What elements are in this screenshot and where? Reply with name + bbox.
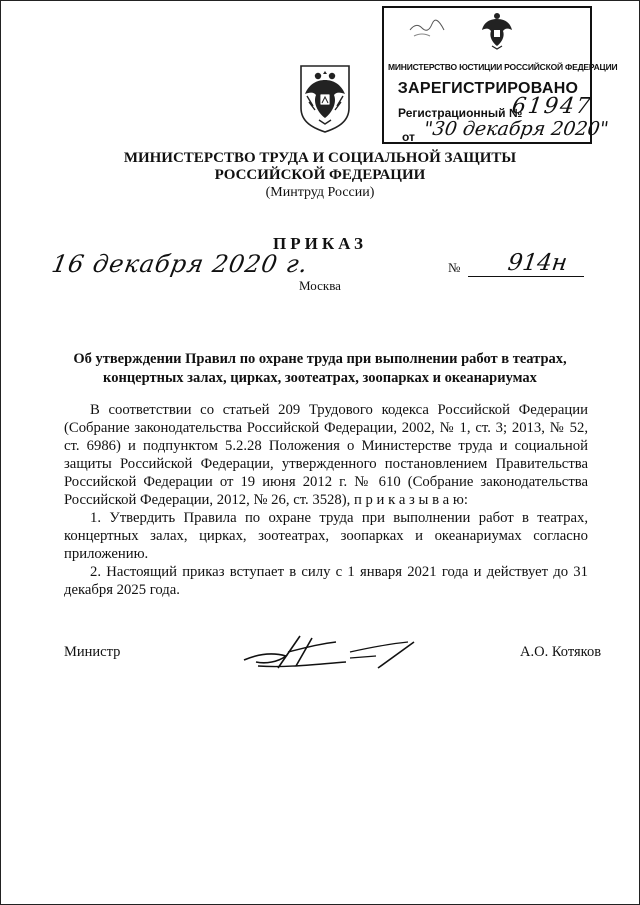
stamp-registration-number: 61947 (510, 94, 594, 119)
stamp-registered-label: ЗАРЕГИСТРИРОВАНО (397, 80, 579, 97)
stamp-registration-number-label: Регистрационный № (398, 106, 523, 120)
coat-of-arms-icon (295, 62, 355, 134)
signatory-position: Министр (64, 644, 121, 660)
order-number-handwritten: 914н (506, 250, 569, 276)
handwritten-signature (238, 632, 416, 674)
signatory-name: А.О. Котяков (520, 644, 602, 660)
body-paragraph-3: 2. Настоящий приказ вступает в силу с 1 января 2021 года и действует до 31 декабря 2025 года. (64, 564, 588, 598)
document-title-line1: Об утверждении Правил по охране труда при выполнении работ в театрах, (73, 351, 567, 367)
order-number-underline (468, 276, 584, 277)
order-heading: ПРИКАЗ (273, 234, 367, 253)
order-number-sign: № (448, 260, 461, 275)
stamp-ministry-name: МИНИСТЕРСТВО ЮСТИЦИИ РОССИЙСКОЙ ФЕДЕРАЦИИ (388, 62, 618, 72)
order-date-handwritten: 16 декабря 2020 г. (49, 250, 311, 278)
body-paragraph-2: 1. Утвердить Правила по охране труда при выполнении работ в театрах, концертных залах, цирках, зоотеатрах, зоопарках и океанариумах согласно приложению. (64, 510, 588, 562)
ministry-title (0, 150, 640, 184)
stamp-eagle-emblem-icon (480, 10, 514, 50)
stamp-scribble-icon (404, 16, 454, 42)
registration-stamp (382, 6, 618, 144)
stamp-date-prefix: от (402, 130, 415, 144)
document-title (0, 350, 640, 388)
ministry-title-line2: РОССИЙСКОЙ ФЕДЕРАЦИИ (214, 167, 426, 183)
document-body (64, 401, 588, 599)
ministry-short-name: (Минтруд России) (265, 185, 375, 200)
body-paragraph-1: В соответствии со статьей 209 Трудового кодекса Российской Федерации (Собрание законодательства Российской Федерации, 2002, № 1, ст. 3; 2013, № 52, ст. 6986) и подпунктом 5.2.28 Положения о Министерстве труда и социальной защиты Российской Федерации, утвержденного постановлением Правительства Российской Федерации от 19 июня 2012 г. № 610 (Собрание законодательства Российской Федерации, 2012, № 26, ст. 3528), п р и к а з ы в а ю: (64, 402, 588, 508)
stamp-registration-date: "30 декабря 2020" (422, 118, 610, 140)
order-city: Москва (299, 278, 341, 293)
document-title-line2: концертных залах, цирках, зоотеатрах, зоопарках и океанариумах (103, 370, 537, 386)
ministry-title-line1: МИНИСТЕРСТВО ТРУДА И СОЦИАЛЬНОЙ ЗАЩИТЫ (123, 150, 517, 166)
